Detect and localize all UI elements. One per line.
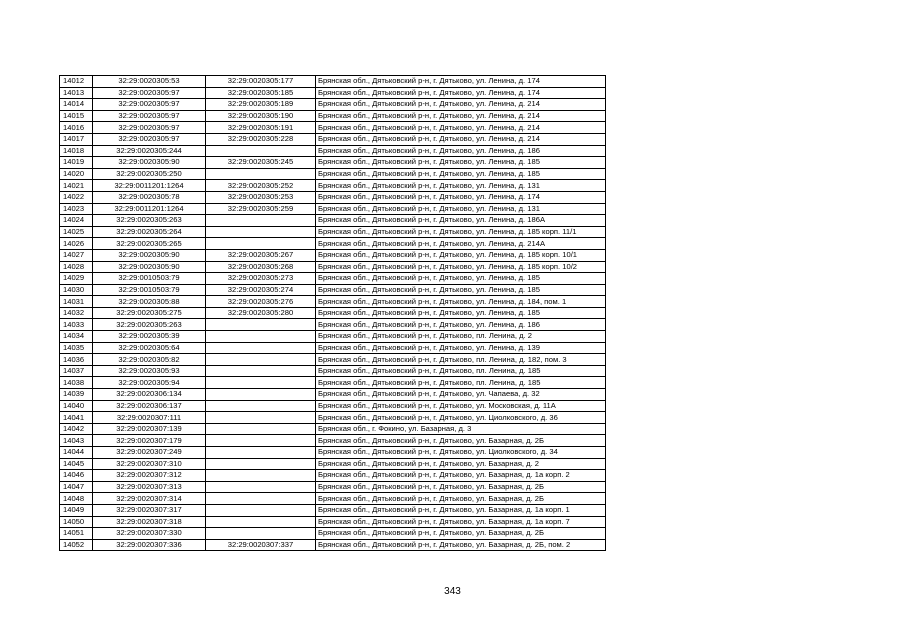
row-number-cell: 14014 <box>60 99 93 111</box>
table-row <box>60 87 606 99</box>
address-cell: Брянская обл., Дятьковский р-н, г. Дятьково, ул. Ленина, д. 186 <box>316 319 606 331</box>
row-number-cell: 14028 <box>60 261 93 273</box>
table-row <box>60 238 606 250</box>
address-cell: Брянская обл., Дятьковский р-н, г. Дятьково, ул. Ленина, д. 185 корп. 10/2 <box>316 261 606 273</box>
cadastral-number-cell: 32:29:0010503:79 <box>93 284 206 296</box>
address-cell: Брянская обл., Дятьковский р-н, г. Дятьково, ул. Ленина, д. 214 <box>316 99 606 111</box>
cadastral-number-cell: 32:29:0020307:310 <box>93 458 206 470</box>
linked-cadastral-number-cell <box>206 319 316 331</box>
row-number-cell: 14042 <box>60 423 93 435</box>
table-row <box>60 354 606 366</box>
address-cell: Брянская обл., Дятьковский р-н, г. Дятьково, ул. Базарная, д. 2Б, пом. 2 <box>316 539 606 551</box>
row-number-cell: 14047 <box>60 481 93 493</box>
cadastral-number-cell: 32:29:0020305:244 <box>93 145 206 157</box>
address-cell: Брянская обл., Дятьковский р-н, г. Дятьково, ул. Ленина, д. 185 <box>316 157 606 169</box>
row-number-cell: 14018 <box>60 145 93 157</box>
cadastral-number-cell: 32:29:0020305:94 <box>93 377 206 389</box>
table-row <box>60 423 606 435</box>
linked-cadastral-number-cell: 32:29:0020305:280 <box>206 307 316 319</box>
table-row <box>60 249 606 261</box>
address-cell: Брянская обл., Дятьковский р-н, г. Дятьково, пл. Ленина, д. 182, пом. 3 <box>316 354 606 366</box>
address-cell: Брянская обл., Дятьковский р-н, г. Дятьково, ул. Базарная, д. 2Б <box>316 481 606 493</box>
row-number-cell: 14020 <box>60 168 93 180</box>
row-number-cell: 14031 <box>60 296 93 308</box>
linked-cadastral-number-cell <box>206 365 316 377</box>
cadastral-number-cell: 32:29:0020305:82 <box>93 354 206 366</box>
address-cell: Брянская обл., Дятьковский р-н, г. Дятьково, ул. Ленина, д. 184, пом. 1 <box>316 296 606 308</box>
address-cell: Брянская обл., Дятьковский р-н, г. Дятьково, ул. Ленина, д. 186А <box>316 215 606 227</box>
table-row <box>60 389 606 401</box>
cadastral-number-cell: 32:29:0020305:263 <box>93 319 206 331</box>
table-row <box>60 133 606 145</box>
linked-cadastral-number-cell: 32:29:0020305:245 <box>206 157 316 169</box>
linked-cadastral-number-cell <box>206 238 316 250</box>
row-number-cell: 14023 <box>60 203 93 215</box>
cadastral-number-cell: 32:29:0020307:318 <box>93 516 206 528</box>
address-cell: Брянская обл., Дятьковский р-н, г. Дятьково, ул. Чапаева, д. 32 <box>316 389 606 401</box>
linked-cadastral-number-cell: 32:29:0020305:268 <box>206 261 316 273</box>
linked-cadastral-number-cell <box>206 493 316 505</box>
table-row <box>60 226 606 238</box>
row-number-cell: 14035 <box>60 342 93 354</box>
address-cell: Брянская обл., Дятьковский р-н, г. Дятьково, ул. Ленина, д. 185 <box>316 168 606 180</box>
linked-cadastral-number-cell <box>206 458 316 470</box>
linked-cadastral-number-cell: 32:29:0020305:177 <box>206 76 316 88</box>
page-number: 343 <box>444 586 461 597</box>
table-row <box>60 447 606 459</box>
address-cell: Брянская обл., Дятьковский р-н, г. Дятьково, ул. Ленина, д. 139 <box>316 342 606 354</box>
cadastral-number-cell: 32:29:0020305:263 <box>93 215 206 227</box>
cadastral-number-cell: 32:29:0020305:39 <box>93 331 206 343</box>
linked-cadastral-number-cell: 32:29:0020305:253 <box>206 191 316 203</box>
row-number-cell: 14030 <box>60 284 93 296</box>
cadastral-number-cell: 32:29:0020306:134 <box>93 389 206 401</box>
linked-cadastral-number-cell <box>206 423 316 435</box>
address-cell: Брянская обл., Дятьковский р-н, г. Дятьково, пл. Ленина, д. 2 <box>316 331 606 343</box>
address-cell: Брянская обл., Дятьковский р-н, г. Дятьково, пл. Ленина, д. 185 <box>316 365 606 377</box>
row-number-cell: 14024 <box>60 215 93 227</box>
table-row <box>60 481 606 493</box>
table-row <box>60 400 606 412</box>
linked-cadastral-number-cell <box>206 168 316 180</box>
linked-cadastral-number-cell: 32:29:0020305:185 <box>206 87 316 99</box>
linked-cadastral-number-cell <box>206 470 316 482</box>
address-cell: Брянская обл., Дятьковский р-н, г. Дятьково, ул. Ленина, д. 185 <box>316 273 606 285</box>
address-cell: Брянская обл., Дятьковский р-н, г. Дятьково, ул. Базарная, д. 2 <box>316 458 606 470</box>
cadastral-number-cell: 32:29:0020307:336 <box>93 539 206 551</box>
cadastral-number-cell: 32:29:0011201:1264 <box>93 180 206 192</box>
cadastral-number-cell: 32:29:0020306:137 <box>93 400 206 412</box>
table-row <box>60 470 606 482</box>
address-cell: Брянская обл., Дятьковский р-н, г. Дятьково, ул. Ленина, д. 185 <box>316 284 606 296</box>
address-cell: Брянская обл., Дятьковский р-н, г. Дятьково, ул. Базарная, д. 2Б <box>316 493 606 505</box>
row-number-cell: 14012 <box>60 76 93 88</box>
row-number-cell: 14029 <box>60 273 93 285</box>
row-number-cell: 14052 <box>60 539 93 551</box>
linked-cadastral-number-cell <box>206 331 316 343</box>
linked-cadastral-number-cell: 32:29:0020305:274 <box>206 284 316 296</box>
table-row <box>60 261 606 273</box>
cadastral-number-cell: 32:29:0020305:90 <box>93 249 206 261</box>
linked-cadastral-number-cell <box>206 377 316 389</box>
table-row <box>60 435 606 447</box>
table-row <box>60 307 606 319</box>
table-row <box>60 168 606 180</box>
row-number-cell: 14038 <box>60 377 93 389</box>
table-row <box>60 273 606 285</box>
row-number-cell: 14041 <box>60 412 93 424</box>
table-row <box>60 504 606 516</box>
table-row <box>60 122 606 134</box>
address-cell: Брянская обл., Дятьковский р-н, г. Дятьково, ул. Ленина, д. 174 <box>316 76 606 88</box>
table-row <box>60 180 606 192</box>
linked-cadastral-number-cell <box>206 342 316 354</box>
address-cell: Брянская обл., Дятьковский р-н, г. Дятьково, ул. Ленина, д. 185 корп. 10/1 <box>316 249 606 261</box>
row-number-cell: 14034 <box>60 331 93 343</box>
linked-cadastral-number-cell <box>206 516 316 528</box>
address-cell: Брянская обл., Дятьковский р-н, г. Дятьково, ул. Ленина, д. 214 <box>316 110 606 122</box>
address-cell: Брянская обл., г. Фокино, ул. Базарная, д. 3 <box>316 423 606 435</box>
linked-cadastral-number-cell <box>206 145 316 157</box>
table-row <box>60 516 606 528</box>
row-number-cell: 14048 <box>60 493 93 505</box>
row-number-cell: 14045 <box>60 458 93 470</box>
cadastral-number-cell: 32:29:0020305:275 <box>93 307 206 319</box>
address-cell: Брянская обл., Дятьковский р-н, г. Дятьково, ул. Ленина, д. 131 <box>316 180 606 192</box>
address-cell: Брянская обл., Дятьковский р-н, г. Дятьково, ул. Ленина, д. 214 <box>316 133 606 145</box>
address-cell: Брянская обл., Дятьковский р-н, г. Дятьково, ул. Базарная, д. 1а корп. 2 <box>316 470 606 482</box>
table-row <box>60 110 606 122</box>
cadastral-number-cell: 32:29:0020305:97 <box>93 122 206 134</box>
address-cell: Брянская обл., Дятьковский р-н, г. Дятьково, ул. Ленина, д. 174 <box>316 191 606 203</box>
cadastral-number-cell: 32:29:0020305:90 <box>93 157 206 169</box>
row-number-cell: 14026 <box>60 238 93 250</box>
row-number-cell: 14019 <box>60 157 93 169</box>
table-row <box>60 296 606 308</box>
table-row <box>60 284 606 296</box>
row-number-cell: 14050 <box>60 516 93 528</box>
table-row <box>60 331 606 343</box>
cadastral-number-cell: 32:29:0020307:249 <box>93 447 206 459</box>
address-cell: Брянская обл., Дятьковский р-н, г. Дятьково, ул. Циолковского, д. 34 <box>316 447 606 459</box>
cadastral-number-cell: 32:29:0020305:97 <box>93 99 206 111</box>
cadastral-number-cell: 32:29:0011201:1264 <box>93 203 206 215</box>
cadastral-number-cell: 32:29:0020307:312 <box>93 470 206 482</box>
cadastral-number-cell: 32:29:0020307:314 <box>93 493 206 505</box>
address-cell: Брянская обл., Дятьковский р-н, г. Дятьково, пл. Ленина, д. 185 <box>316 377 606 389</box>
linked-cadastral-number-cell: 32:29:0020305:228 <box>206 133 316 145</box>
table-row <box>60 203 606 215</box>
table-row <box>60 493 606 505</box>
registry-table-body <box>60 76 606 551</box>
cadastral-number-cell: 32:29:0020305:88 <box>93 296 206 308</box>
row-number-cell: 14040 <box>60 400 93 412</box>
table-row <box>60 99 606 111</box>
address-cell: Брянская обл., Дятьковский р-н, г. Дятьково, ул. Базарная, д. 2Б <box>316 528 606 540</box>
linked-cadastral-number-cell: 32:29:0020305:259 <box>206 203 316 215</box>
table-row <box>60 319 606 331</box>
cadastral-number-cell: 32:29:0020307:139 <box>93 423 206 435</box>
linked-cadastral-number-cell <box>206 435 316 447</box>
row-number-cell: 14015 <box>60 110 93 122</box>
linked-cadastral-number-cell <box>206 226 316 238</box>
row-number-cell: 14025 <box>60 226 93 238</box>
table-row <box>60 539 606 551</box>
linked-cadastral-number-cell <box>206 528 316 540</box>
row-number-cell: 14017 <box>60 133 93 145</box>
table-row <box>60 528 606 540</box>
linked-cadastral-number-cell: 32:29:0020305:252 <box>206 180 316 192</box>
cadastral-number-cell: 32:29:0020305:264 <box>93 226 206 238</box>
cadastral-number-cell: 32:29:0020305:78 <box>93 191 206 203</box>
cadastral-number-cell: 32:29:0010503:79 <box>93 273 206 285</box>
row-number-cell: 14037 <box>60 365 93 377</box>
address-cell: Брянская обл., Дятьковский р-н, г. Дятьково, ул. Ленина, д. 185 корп. 11/1 <box>316 226 606 238</box>
cadastral-number-cell: 32:29:0020305:97 <box>93 110 206 122</box>
row-number-cell: 14022 <box>60 191 93 203</box>
row-number-cell: 14021 <box>60 180 93 192</box>
linked-cadastral-number-cell <box>206 481 316 493</box>
table-row <box>60 76 606 88</box>
cadastral-number-cell: 32:29:0020305:90 <box>93 261 206 273</box>
linked-cadastral-number-cell: 32:29:0020305:276 <box>206 296 316 308</box>
row-number-cell: 14016 <box>60 122 93 134</box>
address-cell: Брянская обл., Дятьковский р-н, г. Дятьково, ул. Ленина, д. 214 <box>316 122 606 134</box>
linked-cadastral-number-cell <box>206 400 316 412</box>
linked-cadastral-number-cell: 32:29:0020305:189 <box>206 99 316 111</box>
linked-cadastral-number-cell <box>206 354 316 366</box>
table-row <box>60 458 606 470</box>
table-row <box>60 365 606 377</box>
cadastral-number-cell: 32:29:0020305:93 <box>93 365 206 377</box>
row-number-cell: 14043 <box>60 435 93 447</box>
linked-cadastral-number-cell: 32:29:0020305:190 <box>206 110 316 122</box>
table-row <box>60 412 606 424</box>
table-row <box>60 191 606 203</box>
table-row <box>60 157 606 169</box>
registry-table <box>59 75 606 551</box>
row-number-cell: 14013 <box>60 87 93 99</box>
cadastral-number-cell: 32:29:0020307:179 <box>93 435 206 447</box>
address-cell: Брянская обл., Дятьковский р-н, г. Дятьково, ул. Ленина, д. 214А <box>316 238 606 250</box>
row-number-cell: 14027 <box>60 249 93 261</box>
address-cell: Брянская обл., Дятьковский р-н, г. Дятьково, ул. Циолковского, д. 36 <box>316 412 606 424</box>
cadastral-number-cell: 32:29:0020305:64 <box>93 342 206 354</box>
table-row <box>60 342 606 354</box>
linked-cadastral-number-cell <box>206 215 316 227</box>
linked-cadastral-number-cell: 32:29:0020305:191 <box>206 122 316 134</box>
address-cell: Брянская обл., Дятьковский р-н, г. Дятьково, ул. Базарная, д. 1а корп. 1 <box>316 504 606 516</box>
row-number-cell: 14036 <box>60 354 93 366</box>
table-row <box>60 215 606 227</box>
cadastral-number-cell: 32:29:0020307:313 <box>93 481 206 493</box>
linked-cadastral-number-cell <box>206 389 316 401</box>
address-cell: Брянская обл., Дятьковский р-н, г. Дятьково, ул. Ленина, д. 185 <box>316 307 606 319</box>
linked-cadastral-number-cell: 32:29:0020307:337 <box>206 539 316 551</box>
address-cell: Брянская обл., Дятьковский р-н, г. Дятьково, ул. Московская, д. 11А <box>316 400 606 412</box>
cadastral-number-cell: 32:29:0020307:111 <box>93 412 206 424</box>
row-number-cell: 14039 <box>60 389 93 401</box>
cadastral-number-cell: 32:29:0020305:265 <box>93 238 206 250</box>
address-cell: Брянская обл., Дятьковский р-н, г. Дятьково, ул. Ленина, д. 186 <box>316 145 606 157</box>
linked-cadastral-number-cell <box>206 447 316 459</box>
cadastral-number-cell: 32:29:0020305:53 <box>93 76 206 88</box>
linked-cadastral-number-cell: 32:29:0020305:267 <box>206 249 316 261</box>
row-number-cell: 14049 <box>60 504 93 516</box>
address-cell: Брянская обл., Дятьковский р-н, г. Дятьково, ул. Ленина, д. 131 <box>316 203 606 215</box>
linked-cadastral-number-cell <box>206 504 316 516</box>
linked-cadastral-number-cell <box>206 412 316 424</box>
address-cell: Брянская обл., Дятьковский р-н, г. Дятьково, ул. Базарная, д. 1а корп. 7 <box>316 516 606 528</box>
row-number-cell: 14044 <box>60 447 93 459</box>
row-number-cell: 14032 <box>60 307 93 319</box>
table-row <box>60 377 606 389</box>
cadastral-number-cell: 32:29:0020307:330 <box>93 528 206 540</box>
cadastral-number-cell: 32:29:0020307:317 <box>93 504 206 516</box>
cadastral-number-cell: 32:29:0020305:97 <box>93 133 206 145</box>
cadastral-number-cell: 32:29:0020305:250 <box>93 168 206 180</box>
table-row <box>60 145 606 157</box>
linked-cadastral-number-cell: 32:29:0020305:273 <box>206 273 316 285</box>
cadastral-number-cell: 32:29:0020305:97 <box>93 87 206 99</box>
address-cell: Брянская обл., Дятьковский р-н, г. Дятьково, ул. Базарная, д. 2Б <box>316 435 606 447</box>
address-cell: Брянская обл., Дятьковский р-н, г. Дятьково, ул. Ленина, д. 174 <box>316 87 606 99</box>
row-number-cell: 14046 <box>60 470 93 482</box>
row-number-cell: 14051 <box>60 528 93 540</box>
row-number-cell: 14033 <box>60 319 93 331</box>
